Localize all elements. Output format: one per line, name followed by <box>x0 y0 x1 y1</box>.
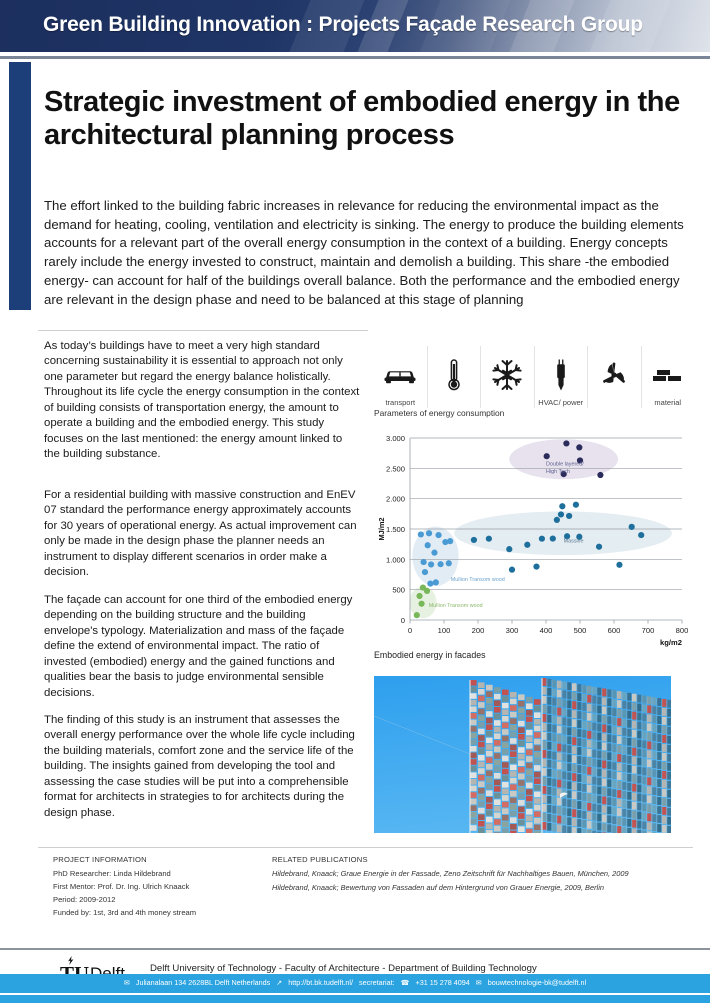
related-publications <box>272 855 692 896</box>
chart-caption: Embodied energy in facades <box>374 650 486 660</box>
abstract-text: The effort linked to the building fabric increases in relevance for reducing the environmental impact as the demand for heating, cooling, ventilation and electricity is sinking. The energy to produce the building elements accounts for a relevant part of the overall energy consumption in the context of a building. Energy concepts rarely include the energy invested to construct, maintain and demolish a building. This share -the embodied energy- can account for half of the buildings overall balance. Both the performance and the embodied energy are relevant in the design phase and need to be balanced at this stage of planning <box>44 198 684 307</box>
contact-email[interactable]: bouwtechnologie-bk@tudelft.nl <box>487 978 587 987</box>
param-label-material: material <box>654 398 682 407</box>
svg-text:kg/m2: kg/m2 <box>660 638 682 647</box>
chart-svg <box>374 428 694 656</box>
project-information-heading: PROJECT INFORMATION <box>53 855 147 864</box>
energy-parameters-panel <box>374 346 694 408</box>
institution-line: Delft University of Technology - Faculty of Architecture - Department of Building Technology <box>150 963 537 974</box>
contact-address: Julianalaan 134 2628BL Delft Netherlands <box>135 978 271 987</box>
contact-bar-text <box>0 978 710 987</box>
project-information <box>53 855 268 919</box>
param-cell-material <box>641 346 695 408</box>
svg-text:300: 300 <box>505 626 519 635</box>
page-title: Strategic investment of embodied energy in the architectural planning process <box>44 86 680 151</box>
fan-icon <box>599 355 629 395</box>
svg-text:500: 500 <box>392 585 405 595</box>
snowflake-icon <box>491 355 523 395</box>
mail-icon: ✉ <box>475 978 482 987</box>
facade-photo-svg <box>374 676 671 833</box>
param-label-transport: transport <box>385 398 416 407</box>
phone-icon: ☎ <box>400 978 410 987</box>
project-information-line: First Mentor: Prof. Dr. Ing. Ulrich Knaack <box>53 882 190 892</box>
svg-text:700: 700 <box>641 626 655 635</box>
contact-website[interactable]: http://bt.bk.tudelft.nl/ <box>288 978 354 987</box>
body-paragraph-1: As today’s buildings have to meet a very high standard concerning sustainability it is essential to approach not only one parameter but regard the energy balance holistically. Throughout its life cycle the energy consumption in the context of building consists of transportation energy, the amount to operate a building and the embodied energy. This study focuses on the last mentioned: the energy amount linked to the building substance. <box>44 340 360 461</box>
related-publication-item: Hildebrand, Knaack; Bewertung von Fassaden auf dem Hintergrund von Grauer Energie, 2009, Berlin <box>272 883 604 893</box>
svg-text:Mullion Transom wood: Mullion Transom wood <box>450 577 505 584</box>
svg-text:1.000: 1.000 <box>385 555 405 565</box>
project-information-line: Funded by: 1st, 3rd and 4th money stream <box>53 908 197 918</box>
project-information-line: Period: 2009-2012 <box>53 895 116 905</box>
energy-parameters-caption: Parameters of energy consumption <box>374 408 505 418</box>
thermometer-icon <box>446 355 462 395</box>
body-paragraph-3: The façade can account for one third of the embodied energy depending on the building structure and the building envelope's typology. Materialization and mass of the façade define the extend of environmental impact. The ratio of invested (embodied) energy and the gained functions and qualities bear the basis to judge environmental sensible decisions. <box>44 594 353 699</box>
param-cell-thermometer <box>427 346 481 408</box>
svg-text:Mullion Transom wood: Mullion Transom wood <box>428 602 483 609</box>
contact-secretariat-label: secretariat: <box>359 978 395 987</box>
column-divider <box>38 330 368 331</box>
svg-text:100: 100 <box>437 626 451 635</box>
header-title: Green Building Innovation : Projects Façade Research Group <box>43 13 643 36</box>
param-cell-plug <box>534 346 588 408</box>
envelope-icon: ✉ <box>123 978 130 987</box>
svg-text:2.000: 2.000 <box>385 494 405 504</box>
bottom-divider <box>0 948 710 950</box>
bricks-icon <box>651 355 685 395</box>
link-icon: ↗ <box>276 978 283 987</box>
svg-text:400: 400 <box>539 626 553 635</box>
svg-text:3.000: 3.000 <box>385 434 405 443</box>
param-cell-transport <box>374 346 427 408</box>
param-cell-snowflake <box>480 346 534 408</box>
related-publications-heading: RELATED PUBLICATIONS <box>272 855 368 864</box>
project-information-line: PhD Researcher: Linda Hildebrand <box>53 869 171 878</box>
facade-photo <box>374 676 671 833</box>
related-publication-item: Hildebrand, Knaack; Graue Energie in der Fassade, Zeno Zeitschrift für Nachhaltiges Bauen, München, 2009 <box>272 869 629 878</box>
svg-text:Massive: Massive <box>563 538 584 545</box>
body-paragraph-2: For a residential building with massive construction and EnEV 07 standard the performance energy approximately accounts for 30 years of operational energy. As actual improvement can only be made in the design phase the planner needs an instrument to display different scenarios in order make a decision. <box>44 489 357 579</box>
svg-text:Double layered/: Double layered/ <box>546 461 584 468</box>
header-banner <box>0 0 710 52</box>
param-cell-fan <box>587 346 641 408</box>
car-icon <box>383 355 417 395</box>
param-label-plug: HVAC/ power <box>538 398 584 407</box>
left-accent-bar <box>9 62 31 310</box>
svg-text:MJ/m2: MJ/m2 <box>377 517 386 541</box>
svg-text:500: 500 <box>573 626 587 635</box>
svg-text:200: 200 <box>471 626 485 635</box>
svg-text:1.500: 1.500 <box>385 525 405 534</box>
contact-bar-bottom-stripe <box>0 995 710 1003</box>
embodied-energy-scatter-chart <box>374 428 694 656</box>
svg-text:800: 800 <box>675 626 689 635</box>
plug-icon <box>553 355 569 395</box>
svg-text:0: 0 <box>407 626 413 635</box>
svg-text:High Tech: High Tech <box>546 468 570 475</box>
body-paragraph-4: The finding of this study is an instrument that assesses the overall energy performance over the whole life cycle including the building materials, comfort zone and the service life of the building. The insights gained from developing the tool and assessing the case studies will be put into a comprehensible format for architects in strategies to for architects during the design phase. <box>44 714 355 819</box>
svg-text:0: 0 <box>400 616 405 625</box>
footer-divider <box>38 847 693 848</box>
header-divider <box>0 56 710 59</box>
svg-text:600: 600 <box>607 626 621 635</box>
svg-text:2.500: 2.500 <box>385 464 405 474</box>
contact-phone: +31 15 278 4094 <box>415 978 470 987</box>
